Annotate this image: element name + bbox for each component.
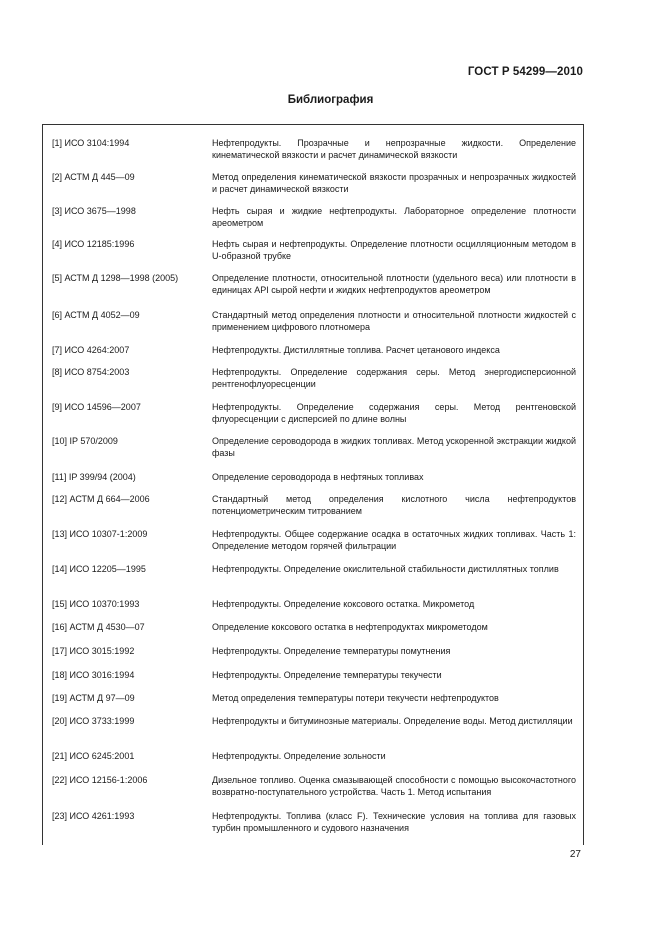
entry-description: Нефтепродукты. Общее содержание осадка в остаточных жидких топливах. Часть 1: Определение методом горячей фильтрации bbox=[212, 529, 576, 551]
entry-reference: [12] АСТМ Д 664—2006 bbox=[52, 494, 150, 504]
entry-reference: [20] ИСО 3733:1999 bbox=[52, 716, 135, 726]
entry-description: Дизельное топливо. Оценка смазывающей способности с помощью высокочастотного возвратно-поступательного устройства. Часть 1. Метод испытания bbox=[212, 775, 576, 797]
entry-description: Нефтепродукты. Определение содержания серы. Метод энергодисперсионной рентгенофлуоресценции bbox=[212, 367, 576, 389]
entry-reference: [23] ИСО 4261:1993 bbox=[52, 811, 135, 821]
entry-reference: [14] ИСО 12205—1995 bbox=[52, 564, 146, 574]
entry-reference: [13] ИСО 10307-1:2009 bbox=[52, 529, 148, 539]
entry-description: Нефть сырая и нефтепродукты. Определение плотности осцилляционным методом в U-образной трубке bbox=[212, 239, 576, 261]
entry-reference: [17] ИСО 3015:1992 bbox=[52, 646, 135, 656]
entry-description: Нефтепродукты. Топлива (класс F). Технические условия на топлива для газовых турбин промышленного и судового назначения bbox=[212, 811, 576, 833]
entry-description: Метод определения температуры потери текучести нефтепродуктов bbox=[212, 693, 499, 703]
entry-description: Стандартный метод определения плотности и относительной плотности жидкостей с применением цифрового плотномера bbox=[212, 310, 576, 332]
entry-description: Нефтепродукты. Прозрачные и непрозрачные жидкости. Определение кинематической вязкости и расчет динамической вязкости bbox=[212, 138, 576, 160]
entry-description: Нефтепродукты. Дистиллятные топлива. Расчет цетанового индекса bbox=[212, 345, 500, 355]
bibliography-frame bbox=[42, 124, 584, 845]
entry-description: Нефтепродукты. Определение температуры помутнения bbox=[212, 646, 451, 656]
document-standard-number: ГОСТ Р 54299—2010 bbox=[467, 66, 583, 78]
entry-reference: [9] ИСО 14596—2007 bbox=[52, 402, 141, 412]
entry-reference: [6] АСТМ Д 4052—09 bbox=[52, 310, 140, 320]
entry-reference: [10] IP 570/2009 bbox=[52, 436, 118, 446]
entry-description: Нефть сырая и жидкие нефтепродукты. Лабораторное определение плотности ареометром bbox=[212, 206, 576, 228]
entry-reference: [8] ИСО 8754:2003 bbox=[52, 367, 130, 377]
entry-description: Нефтепродукты. Определение окислительной стабильности дистиллятных топлив bbox=[212, 564, 559, 574]
entry-description: Нефтепродукты. Определение коксового остатка. Микрометод bbox=[212, 599, 475, 609]
entry-reference: [19] АСТМ Д 97—09 bbox=[52, 693, 135, 703]
entry-reference: [21] ИСО 6245:2001 bbox=[52, 751, 135, 761]
entry-reference: [5] АСТМ Д 1298—1998 (2005) bbox=[52, 273, 179, 283]
entry-reference: [1] ИСО 3104:1994 bbox=[52, 138, 130, 148]
entry-reference: [7] ИСО 4264:2007 bbox=[52, 345, 130, 355]
entry-description: Нефтепродукты. Определение температуры текучести bbox=[212, 670, 442, 680]
entry-reference: [11] IP 399/94 (2004) bbox=[52, 472, 136, 482]
entry-reference: [18] ИСО 3016:1994 bbox=[52, 670, 135, 680]
entry-reference: [4] ИСО 12185:1996 bbox=[52, 239, 135, 249]
entry-description: Нефтепродукты. Определение содержания серы. Метод рентгеновской флуоресценции с дисперсией по длине волны bbox=[212, 402, 576, 424]
entry-description: Метод определения кинематической вязкости прозрачных и непрозрачных жидкостей и расчет динамической вязкости bbox=[212, 172, 576, 194]
entry-reference: [16] АСТМ Д 4530—07 bbox=[52, 622, 145, 632]
page-number: 27 bbox=[569, 849, 581, 860]
entry-description: Нефтепродукты. Определение зольности bbox=[212, 751, 386, 761]
entry-description: Стандартный метод определения кислотного числа нефтепродуктов потенциометрическим титрованием bbox=[212, 494, 576, 516]
entry-reference: [3] ИСО 3675—1998 bbox=[52, 206, 136, 216]
entry-reference: [15] ИСО 10370:1993 bbox=[52, 599, 140, 609]
entry-description: Определение плотности, относительной плотности (удельного веса) или плотности в единицах API сырой нефти и жидких нефтепродуктов ареометром bbox=[212, 273, 576, 295]
page-title: Библиография bbox=[287, 94, 374, 106]
entry-reference: [22] ИСО 12156-1:2006 bbox=[52, 775, 148, 785]
entry-description: Определение коксового остатка в нефтепродуктах микрометодом bbox=[212, 622, 488, 632]
entry-description: Определение сероводорода в нефтяных топливах bbox=[212, 472, 424, 482]
entry-description: Нефтепродукты и битуминозные материалы. Определение воды. Метод дистилляции bbox=[212, 716, 573, 726]
entry-reference: [2] АСТМ Д 445—09 bbox=[52, 172, 135, 182]
entry-description: Определение сероводорода в жидких топливах. Метод ускоренной экстракции жидкой фазы bbox=[212, 436, 576, 458]
